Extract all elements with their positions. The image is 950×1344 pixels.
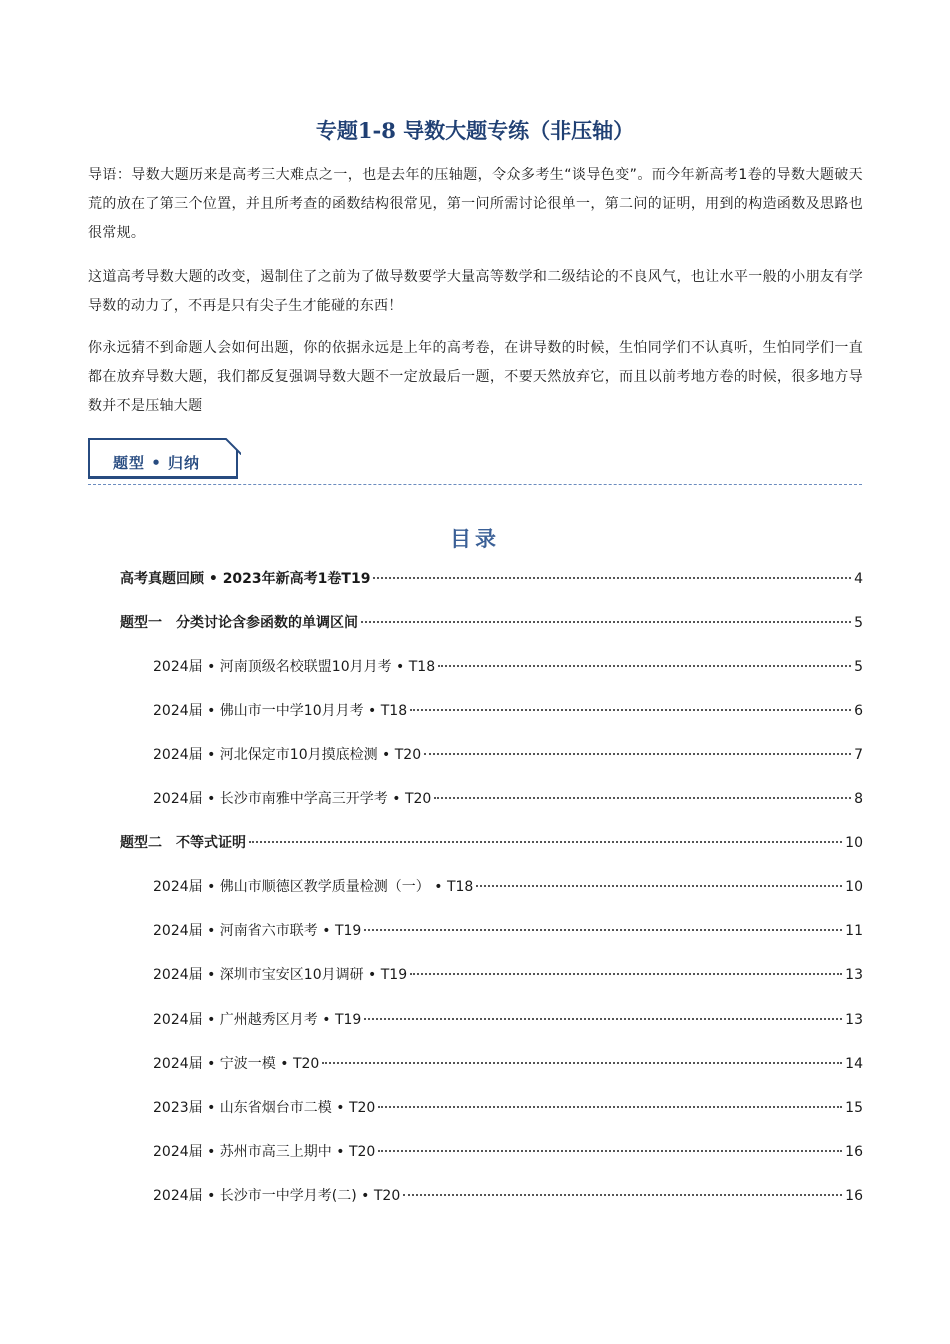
- toc-leader-dots: [373, 577, 851, 579]
- document-title: 专题1-8 导数大题专练（非压轴）: [315, 118, 635, 143]
- toc-entry-page: 8: [854, 791, 863, 807]
- toc-leader-dots: [476, 885, 842, 887]
- toc-leader-dots: [361, 621, 851, 623]
- toc-leader-dots: [434, 797, 851, 799]
- toc-entry-label: 2024届 • 苏州市高三上期中 • T20: [153, 1144, 376, 1160]
- toc-entry-page: 15: [845, 1100, 863, 1116]
- toc-entry-label: 题型二 不等式证明: [120, 835, 246, 851]
- toc-entry[interactable]: [153, 1185, 863, 1205]
- toc-leader-dots: [249, 841, 842, 843]
- toc-entry-page: 5: [854, 659, 863, 675]
- toc-entry-label: 高考真题回顾 • 2023年新高考1卷T19: [120, 571, 371, 587]
- toc-entry[interactable]: [153, 1097, 863, 1117]
- toc-entry-page: 4: [854, 571, 863, 587]
- toc-entry-page: 16: [845, 1144, 863, 1160]
- toc-entry[interactable]: [153, 876, 863, 896]
- intro-paragraph-3: 你永远猜不到命题人会如何出题，你的依据永远是上年的高考卷，在讲导数的时候，生怕同学们不认真听，生怕同学们一直都在放弃导数大题，我们都反复强调导数大题不一定放最后一题，不要天然放弃它，而且以前考地方卷的时候，很多地方导数并不是压轴大题: [88, 340, 863, 414]
- toc-entry[interactable]: [153, 920, 863, 940]
- toc-entry-label: 2023届 • 山东省烟台市二模 • T20: [153, 1100, 376, 1116]
- toc-entry-page: 10: [845, 879, 863, 895]
- toc-leader-dots: [403, 1194, 842, 1196]
- toc-entry-page: 14: [845, 1056, 863, 1072]
- section-tag-label: 题型 • 归纳: [113, 454, 201, 472]
- toc-entry[interactable]: [153, 1053, 863, 1073]
- toc-leader-dots: [424, 753, 851, 755]
- toc-entry[interactable]: [120, 568, 863, 588]
- toc-entry[interactable]: [153, 788, 863, 808]
- toc-entry[interactable]: [153, 656, 863, 676]
- toc-entry-page: 16: [845, 1188, 863, 1204]
- toc-leader-dots: [378, 1150, 842, 1152]
- toc-leader-dots: [322, 1062, 842, 1064]
- toc-entry-label: 2024届 • 河南顶级名校联盟10月月考 • T18: [153, 659, 436, 675]
- toc-entry-label: 2024届 • 长沙市一中学月考(二) • T20: [153, 1188, 401, 1204]
- toc-entry-label: 2024届 • 河南省六市联考 • T19: [153, 923, 362, 939]
- toc-leader-dots: [364, 929, 842, 931]
- section-divider: [88, 484, 862, 485]
- toc-entry[interactable]: [120, 612, 863, 632]
- toc-leader-dots: [364, 1018, 842, 1020]
- toc-entry[interactable]: [153, 964, 863, 984]
- toc-leader-dots: [410, 973, 842, 975]
- toc-entry[interactable]: [153, 744, 863, 764]
- toc-entry-label: 2024届 • 深圳市宝安区10月调研 • T19: [153, 967, 408, 983]
- toc-entry[interactable]: [120, 832, 863, 852]
- toc-heading: 目录: [450, 527, 500, 551]
- toc-entry-label: 2024届 • 佛山市一中学10月月考 • T18: [153, 703, 408, 719]
- toc-entry-page: 7: [854, 747, 863, 763]
- toc-leader-dots: [378, 1106, 842, 1108]
- toc-leader-dots: [438, 665, 851, 667]
- toc-entry[interactable]: [153, 1009, 863, 1029]
- intro-paragraph-2: 这道高考导数大题的改变，遏制住了之前为了做导数要学大量高等数学和二级结论的不良风气，也让水平一般的小朋友有学导数的动力了，不再是只有尖子生才能碰的东西！: [88, 269, 863, 314]
- toc-entry[interactable]: [153, 700, 863, 720]
- toc-entry-page: 13: [845, 967, 863, 983]
- toc-entry[interactable]: [153, 1141, 863, 1161]
- toc-entry-page: 10: [845, 835, 863, 851]
- toc-entry-label: 2024届 • 佛山市顺德区教学质量检测（一） • T18: [153, 879, 474, 895]
- toc-entry-label: 题型一 分类讨论含参函数的单调区间: [120, 615, 358, 631]
- toc-entry-page: 6: [854, 703, 863, 719]
- toc-leader-dots: [410, 709, 851, 711]
- toc-entry-page: 5: [854, 615, 863, 631]
- toc-entry-page: 11: [845, 923, 863, 939]
- section-tag-corner: [224, 438, 241, 455]
- toc-entry-label: 2024届 • 长沙市南雅中学高三开学考 • T20: [153, 791, 432, 807]
- intro-paragraph-1: 导语：导数大题历来是高考三大难点之一，也是去年的压轴题，令众多考生“谈导色变”。而今年新高考1卷的导数大题破天荒的放在了第三个位置，并且所考查的函数结构很常见，第一问所需讨论很单一，第二问的证明，用到的构造函数及思路也很常规。: [88, 167, 863, 241]
- toc-entry-label: 2024届 • 宁波一模 • T20: [153, 1056, 320, 1072]
- toc-entry-page: 13: [845, 1012, 863, 1028]
- toc-entry-label: 2024届 • 河北保定市10月摸底检测 • T20: [153, 747, 422, 763]
- toc-entry-label: 2024届 • 广州越秀区月考 • T19: [153, 1012, 362, 1028]
